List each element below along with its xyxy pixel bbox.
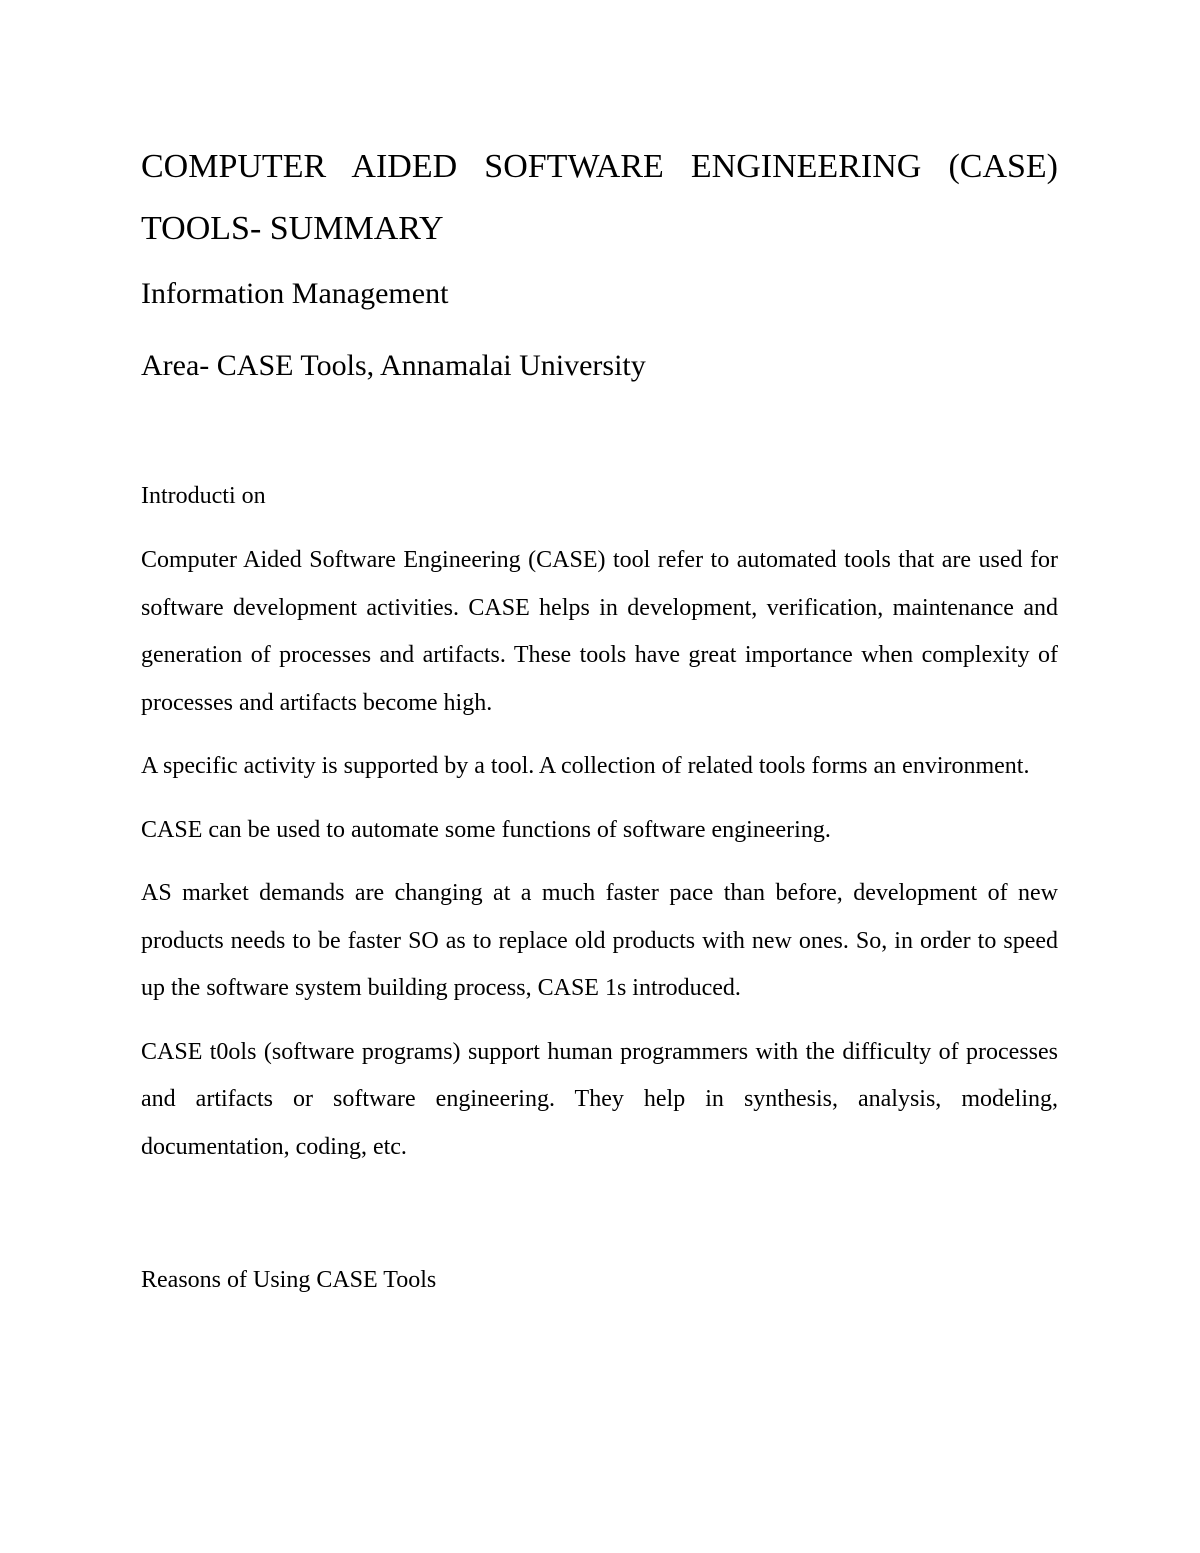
document-content xyxy=(141,136,1058,1298)
paragraph: Computer Aided Software Engineering (CASE) tool refer to automated tools that are used for software development activities. CASE helps in development, verification, maintenance and generation of processes and artifacts. These tools have great importance when complexity of processes and artifacts become high. xyxy=(141,547,1058,716)
paragraph: AS market demands are changing at a much faster pace than before, development of new products needs to be faster SO as to replace old products with new ones. So, in order to speed up the software system building process, CASE 1s introduced. xyxy=(141,880,1058,1001)
document-subtitle-area: Area- CASE Tools, Annamalai University xyxy=(141,349,646,382)
document-subtitle-subject: Information Management xyxy=(141,277,449,310)
paragraph: CASE can be used to automate some functions of software engineering. xyxy=(141,816,831,843)
document-title: COMPUTER AIDED SOFTWARE ENGINEERING (CASE) TOOLS- SUMMARY xyxy=(141,148,1058,247)
section-heading-reasons: Reasons of Using CASE Tools xyxy=(141,1267,437,1293)
paragraph: CASE t0ols (software programs) support human programmers with the difficulty of processes and artifacts or software engineering. They help in synthesis, analysis, modeling, documentation, coding, etc. xyxy=(141,1038,1058,1160)
section-heading-introduction: Introducti on xyxy=(141,483,266,509)
paragraph: A specific activity is supported by a tool. A collection of related tools forms an environment. xyxy=(141,753,1030,779)
